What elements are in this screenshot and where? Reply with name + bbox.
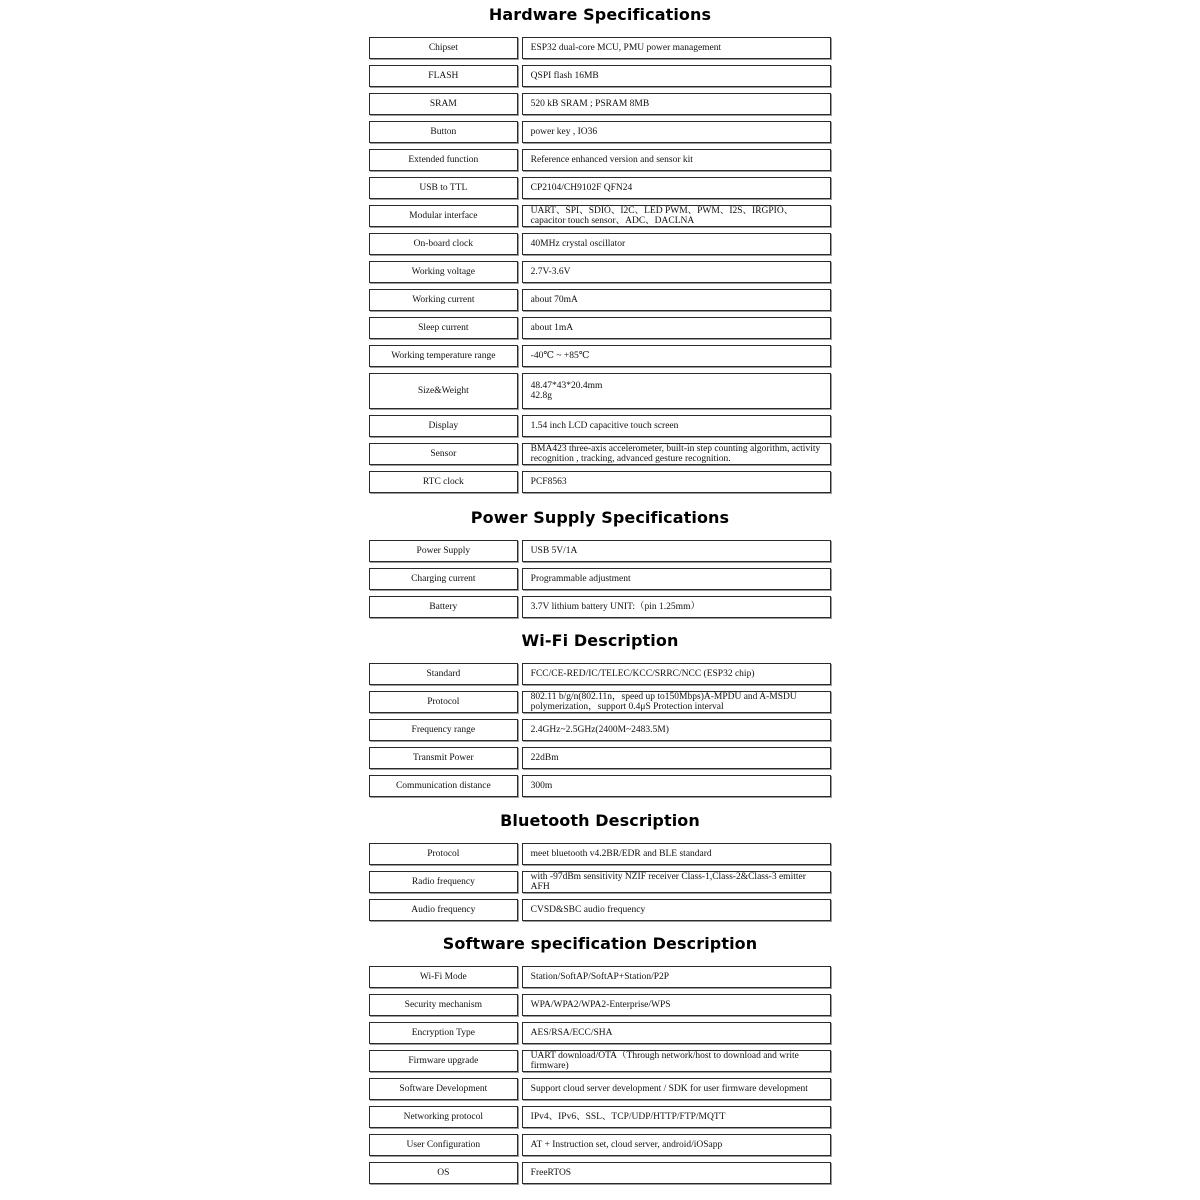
spec-label: Communication distance [369, 775, 518, 797]
spec-value: AES/RSA/ECC/SHA [530, 1027, 613, 1038]
spec-label: Working voltage [369, 261, 518, 283]
spec-label: Networking protocol [369, 1106, 518, 1128]
spec-value-cell [522, 1162, 831, 1184]
table-row [369, 93, 831, 115]
spec-label: SRAM [369, 93, 518, 115]
spec-label: Software Development [369, 1078, 518, 1100]
spec-label: Standard [369, 663, 518, 685]
spec-value-cell [522, 1106, 831, 1128]
table-row [369, 663, 831, 685]
table-row [369, 540, 831, 562]
spec-value-cell [522, 994, 831, 1016]
spec-value: UART、SPI、SDIO、I2C、LED PWM、PWM、I2S、IRGPIO、capacitor touch sensor、ADC、DACLNA [530, 205, 794, 226]
spec-value-cell [522, 691, 831, 713]
spec-label: Protocol [369, 691, 518, 713]
spec-label: Working current [369, 289, 518, 311]
spec-value-cell [522, 663, 831, 685]
table-row [369, 871, 831, 893]
table-row [369, 899, 831, 921]
spec-value-cell [522, 1022, 831, 1044]
table-row [369, 345, 831, 367]
table-row [369, 233, 831, 255]
table-row [369, 966, 831, 988]
table-row [369, 261, 831, 283]
wifi-section [369, 631, 831, 803]
spec-value-cell [522, 289, 831, 311]
spec-value: 2.4GHz~2.5GHz(2400M~2483.5M) [530, 724, 669, 735]
spec-label: Modular interface [369, 205, 518, 227]
spec-value: 3.7V lithium battery UNIT:（pin 1.25mm） [530, 601, 700, 612]
section-title: Power Supply Specifications [470, 508, 730, 527]
spec-value: power key , IO36 [530, 126, 598, 137]
spec-value: AT + Instruction set, cloud server, android/iOSapp [530, 1139, 723, 1150]
spec-value-cell [522, 966, 831, 988]
spec-value-cell [522, 1050, 831, 1072]
section-title: Hardware Specifications [488, 5, 712, 24]
spec-label: Display [369, 415, 518, 437]
spec-value: about 1mA [530, 322, 574, 333]
section-title: Bluetooth Description [500, 811, 700, 830]
spec-value-cell [522, 121, 831, 143]
spec-label: Working temperature range [369, 345, 518, 367]
spec-label: Transmit Power [369, 747, 518, 769]
spec-label: Battery [369, 596, 518, 618]
spec-label: Chipset [369, 37, 518, 59]
table-row [369, 373, 831, 409]
spec-value-cell [522, 37, 831, 59]
spec-value-cell [522, 540, 831, 562]
spec-value-cell [522, 471, 831, 493]
spec-value-cell [522, 899, 831, 921]
spec-value: 520 kB SRAM ; PSRAM 8MB [530, 98, 650, 109]
spec-value: 300m [530, 780, 553, 791]
spec-value-cell [522, 205, 831, 227]
spec-value: USB 5V/1A [530, 545, 578, 556]
spec-value: 1.54 inch LCD capacitive touch screen [530, 420, 679, 431]
spec-value-cell [522, 177, 831, 199]
spec-value: Programmable adjustment [530, 573, 631, 584]
spec-label: RTC clock [369, 471, 518, 493]
spec-value-cell [522, 719, 831, 741]
spec-value: FreeRTOS [530, 1167, 572, 1178]
spec-value-cell [522, 843, 831, 865]
table-row [369, 1050, 831, 1072]
spec-label: FLASH [369, 65, 518, 87]
table-row [369, 37, 831, 59]
spec-value: 48.47*43*20.4mm 42.8g [530, 380, 603, 401]
spec-label: Audio frequency [369, 899, 518, 921]
table-row [369, 289, 831, 311]
spec-value: 40MHz crystal oscillator [530, 238, 626, 249]
spec-label: OS [369, 1162, 518, 1184]
spec-value-cell [522, 596, 831, 618]
table-row [369, 747, 831, 769]
table-row [369, 1162, 831, 1184]
spec-value-cell [522, 233, 831, 255]
spec-label: Charging current [369, 568, 518, 590]
section-title: Wi-Fi Description [521, 631, 679, 650]
table-row [369, 596, 831, 618]
spec-label: Frequency range [369, 719, 518, 741]
spec-value-cell [522, 65, 831, 87]
spec-value-cell [522, 149, 831, 171]
spec-value: with -97dBm sensitivity NZIF receiver Class-1,Class-2&Class-3 emitter AFH [530, 871, 806, 892]
spec-value: CVSD&SBC audio frequency [530, 904, 646, 915]
spec-value-cell [522, 345, 831, 367]
software-section [369, 934, 831, 1190]
spec-value-cell [522, 1134, 831, 1156]
spec-value: 22dBm [530, 752, 559, 763]
spec-label: Sleep current [369, 317, 518, 339]
spec-label: User Configuration [369, 1134, 518, 1156]
spec-label: Protocol [369, 843, 518, 865]
spec-value-cell [522, 373, 831, 409]
spec-value-cell [522, 317, 831, 339]
spec-label: Button [369, 121, 518, 143]
table-row [369, 121, 831, 143]
table-row [369, 1078, 831, 1100]
spec-value-cell [522, 775, 831, 797]
spec-value: Support cloud server development / SDK for user firmware development [530, 1083, 808, 1094]
spec-value: CP2104/CH9102F QFN24 [530, 182, 633, 193]
spec-value: FCC/CE-RED/IC/TELEC/KCC/SRRC/NCC (ESP32 chip) [530, 668, 755, 679]
hardware-section [369, 5, 831, 499]
table-row [369, 843, 831, 865]
section-title: Software specification Description [442, 934, 758, 953]
table-row [369, 1106, 831, 1128]
spec-value: WPA/WPA2/WPA2-Enterprise/WPS [530, 999, 671, 1010]
table-row [369, 994, 831, 1016]
spec-value: QSPI flash 16MB [530, 70, 599, 81]
spec-label: Size&Weight [369, 373, 518, 409]
spec-value-cell [522, 415, 831, 437]
spec-value: Station/SoftAP/SoftAP+Station/P2P [530, 971, 670, 982]
spec-value-cell [522, 747, 831, 769]
bluetooth-section [369, 811, 831, 927]
spec-value: meet bluetooth v4.2BR/EDR and BLE standard [530, 848, 712, 859]
spec-value: -40℃ ~ +85℃ [530, 350, 590, 361]
table-row [369, 568, 831, 590]
table-row [369, 775, 831, 797]
spec-value-cell [522, 261, 831, 283]
spec-value: PCF8563 [530, 476, 567, 487]
table-row [369, 317, 831, 339]
spec-value: 2.7V-3.6V [530, 266, 571, 277]
table-row [369, 205, 831, 227]
spec-value-cell [522, 443, 831, 465]
table-row [369, 1022, 831, 1044]
spec-value: IPv4、IPv6、SSL、TCP/UDP/HTTP/FTP/MQTT [530, 1111, 726, 1122]
table-row [369, 177, 831, 199]
spec-value-cell [522, 568, 831, 590]
spec-value: 802.11 b/g/n(802.11n，speed up to150Mbps)A-MPDU and A-MSDU polymerization，support 0.4μS Protection interval [530, 691, 797, 712]
table-row [369, 443, 831, 465]
spec-value: UART download/OTA（Through network/host to download and write firmware) [530, 1050, 799, 1071]
spec-label: Extended function [369, 149, 518, 171]
spec-label: Encryption Type [369, 1022, 518, 1044]
spec-value-cell [522, 1078, 831, 1100]
table-row [369, 719, 831, 741]
spec-label: Wi-Fi Mode [369, 966, 518, 988]
table-row [369, 1134, 831, 1156]
table-row [369, 149, 831, 171]
spec-label: Security mechanism [369, 994, 518, 1016]
spec-label: USB to TTL [369, 177, 518, 199]
spec-value: Reference enhanced version and sensor kit [530, 154, 693, 165]
power-section [369, 508, 831, 624]
table-row [369, 65, 831, 87]
spec-label: Firmware upgrade [369, 1050, 518, 1072]
spec-value: BMA423 three-axis accelerometer, built-in step counting algorithm, activity recognition , tracking, advanced gesture recognition. [530, 443, 821, 464]
spec-label: Sensor [369, 443, 518, 465]
spec-value-cell [522, 871, 831, 893]
spec-value-cell [522, 93, 831, 115]
table-row [369, 471, 831, 493]
table-row [369, 691, 831, 713]
spec-value: about 70mA [530, 294, 578, 305]
spec-value: ESP32 dual-core MCU, PMU power management [530, 42, 722, 53]
spec-label: Radio frequency [369, 871, 518, 893]
spec-label: Power Supply [369, 540, 518, 562]
spec-label: On-board clock [369, 233, 518, 255]
table-row [369, 415, 831, 437]
